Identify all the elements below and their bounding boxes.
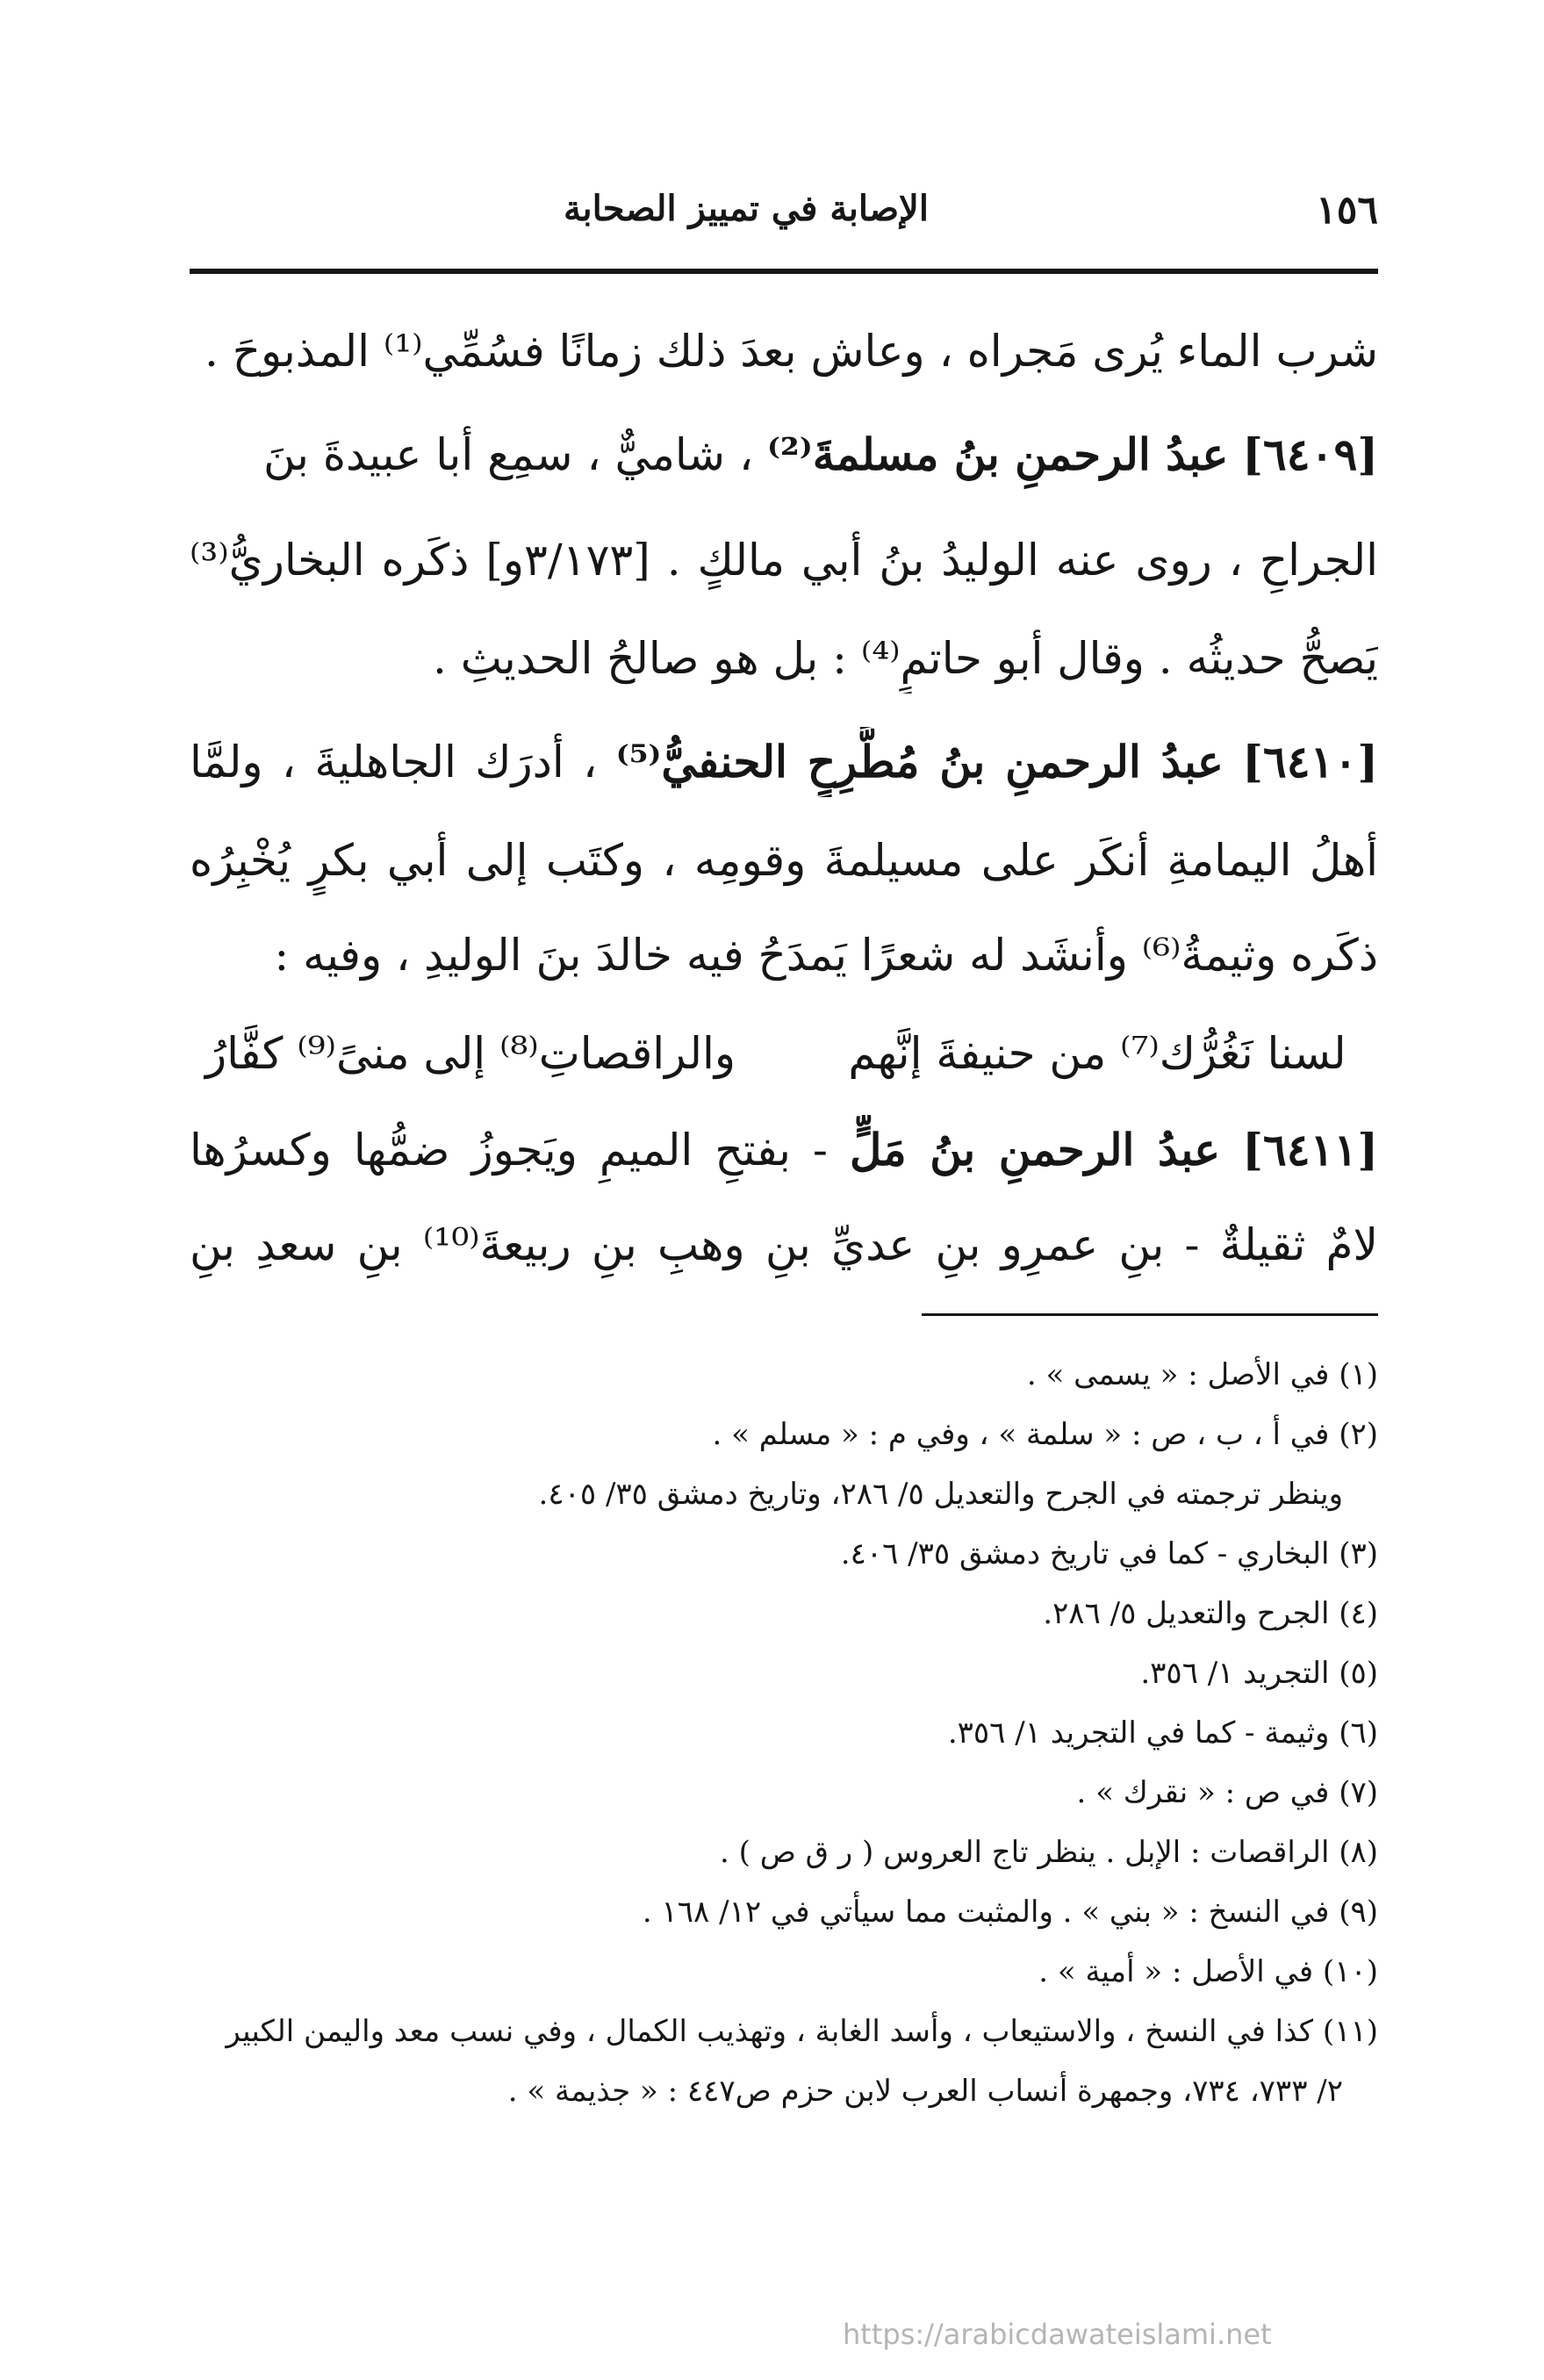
footnote: (١١) كذا في النسخ ، والاستيعاب ، وأسد الغابة ، وتهذيب الكمال ، وفي نسب معد واليمن الكبير — [226, 2014, 1378, 2049]
watermark: https://arabicdawateislami.net — [843, 2318, 1272, 2351]
footnote: ٢/ ٧٣٣، ٧٣٤، وجمهرة أنساب العرب لابن حزم ص٤٤٧ : « جذيمة » . — [507, 2074, 1343, 2109]
entry-text: ، أدرَك الجاهليةَ ، ولمَّا — [190, 737, 598, 787]
verse-line — [190, 1018, 1378, 1089]
running-title: الإصابة في تمييز الصحابة — [564, 188, 929, 229]
entry-text: - بفتحِ الميمِ ويَجوزُ ضمُّها وكسرُها — [190, 1125, 828, 1176]
entry-text: ، شاميٌّ ، سمِع أبا عبيدةَ بنَ — [262, 429, 754, 480]
footnote: (٧) في ص : « نقرك » . — [1076, 1775, 1378, 1810]
footnote: (٣) البخاري - كما في تاريخ دمشق ٣٥/ ٤٠٦. — [840, 1536, 1378, 1571]
entry-number: [٦٤١٠] — [1242, 736, 1378, 787]
entry-heading-line — [190, 420, 1378, 490]
footnote: وينظر ترجمته في الجرح والتعديل ٥/ ٢٨٦، وتاريخ دمشق ٣٥/ ٤٠٥. — [538, 1477, 1343, 1512]
footnote: (٩) في النسخ : « بني » . والمثبت مما سيأتي في ١٢/ ١٦٨ . — [642, 1895, 1378, 1930]
entry-number: [٦٤٠٩] — [1242, 428, 1378, 480]
footnote-rule — [922, 1313, 1378, 1316]
footnote: (١) في الأصل : « يسمى » . — [1026, 1357, 1378, 1392]
entry-number: [٦٤١١] — [1242, 1124, 1378, 1176]
verse-second-hemistich: والراقصاتِ⁽⁸⁾ إلى منىً⁽⁹⁾ كفَّارُ — [205, 1028, 736, 1079]
entry-name: عبدُ الرحمنِ بنُ مَلٍّ — [850, 1124, 1221, 1176]
page-number: ١٥٦ — [1316, 188, 1378, 233]
footnote: (٢) في أ ، ب ، ص : « سلمة » ، وفي م : « مسلم » . — [712, 1417, 1378, 1452]
footnote: (٥) التجريد ١/ ٣٥٦. — [1140, 1656, 1378, 1691]
body-line: يَصحُّ حديثُه . وقال أبو حاتمٍ⁽⁴⁾ : بل هو صالحُ الحديثِ . — [432, 633, 1378, 684]
body-line: الجراحِ ، روى عنه الوليدُ بنُ أبي مالكٍ . [٣/١٧٣و] ذكَره البخاريُّ⁽³⁾ — [190, 535, 1378, 586]
body-line: أهلُ اليمامةِ أنكَر على مسيلمةَ وقومِه ، وكتَب إلى أبي بكرٍ يُخْبِرُه — [190, 835, 1378, 886]
verse-first-hemistich: لسنا نَغُرُّك⁽⁷⁾ من حنيفةَ إنَّهم — [848, 1028, 1347, 1079]
footnote: (٤) الجرح والتعديل ٥/ ٢٨٦. — [1043, 1596, 1378, 1631]
entry-heading-line — [190, 727, 1378, 797]
header-rule — [190, 269, 1378, 274]
entry-name: عبدُ الرحمنِ بنُ مسلمةَ⁽²⁾ — [767, 428, 1229, 480]
body-line: شرب الماء يُرى مَجراه ، وعاش بعدَ ذلك زمانًا فسُمِّي⁽¹⁾ المذبوحَ . — [204, 326, 1378, 377]
entry-heading-line — [190, 1115, 1378, 1185]
body-line: لامٌ ثقيلةٌ - بنِ عمرِو بنِ عديِّ بنِ وهبِ بنِ ربيعةَ⁽¹⁰⁾ بنِ سعدِ بنِ — [190, 1219, 1378, 1270]
body-line: ذكَره وثيمةُ⁽⁶⁾ وأنشَد له شعرًا يَمدَحُ فيه خالدَ بنَ الوليدِ ، وفيه : — [274, 930, 1378, 981]
footnote: (٦) وثيمة - كما في التجريد ١/ ٣٥٦. — [947, 1715, 1378, 1751]
entry-name: عبدُ الرحمنِ بنُ مُطَّرِحٍ الحنفيُّ⁽⁵⁾ — [615, 736, 1224, 787]
footnote: (١٠) في الأصل : « أمية » . — [1038, 1954, 1378, 1989]
page-header — [190, 188, 1378, 249]
footnote: (٨) الراقصات : الإبل . ينظر تاج العروس ( ر ق ص ) . — [720, 1835, 1378, 1870]
